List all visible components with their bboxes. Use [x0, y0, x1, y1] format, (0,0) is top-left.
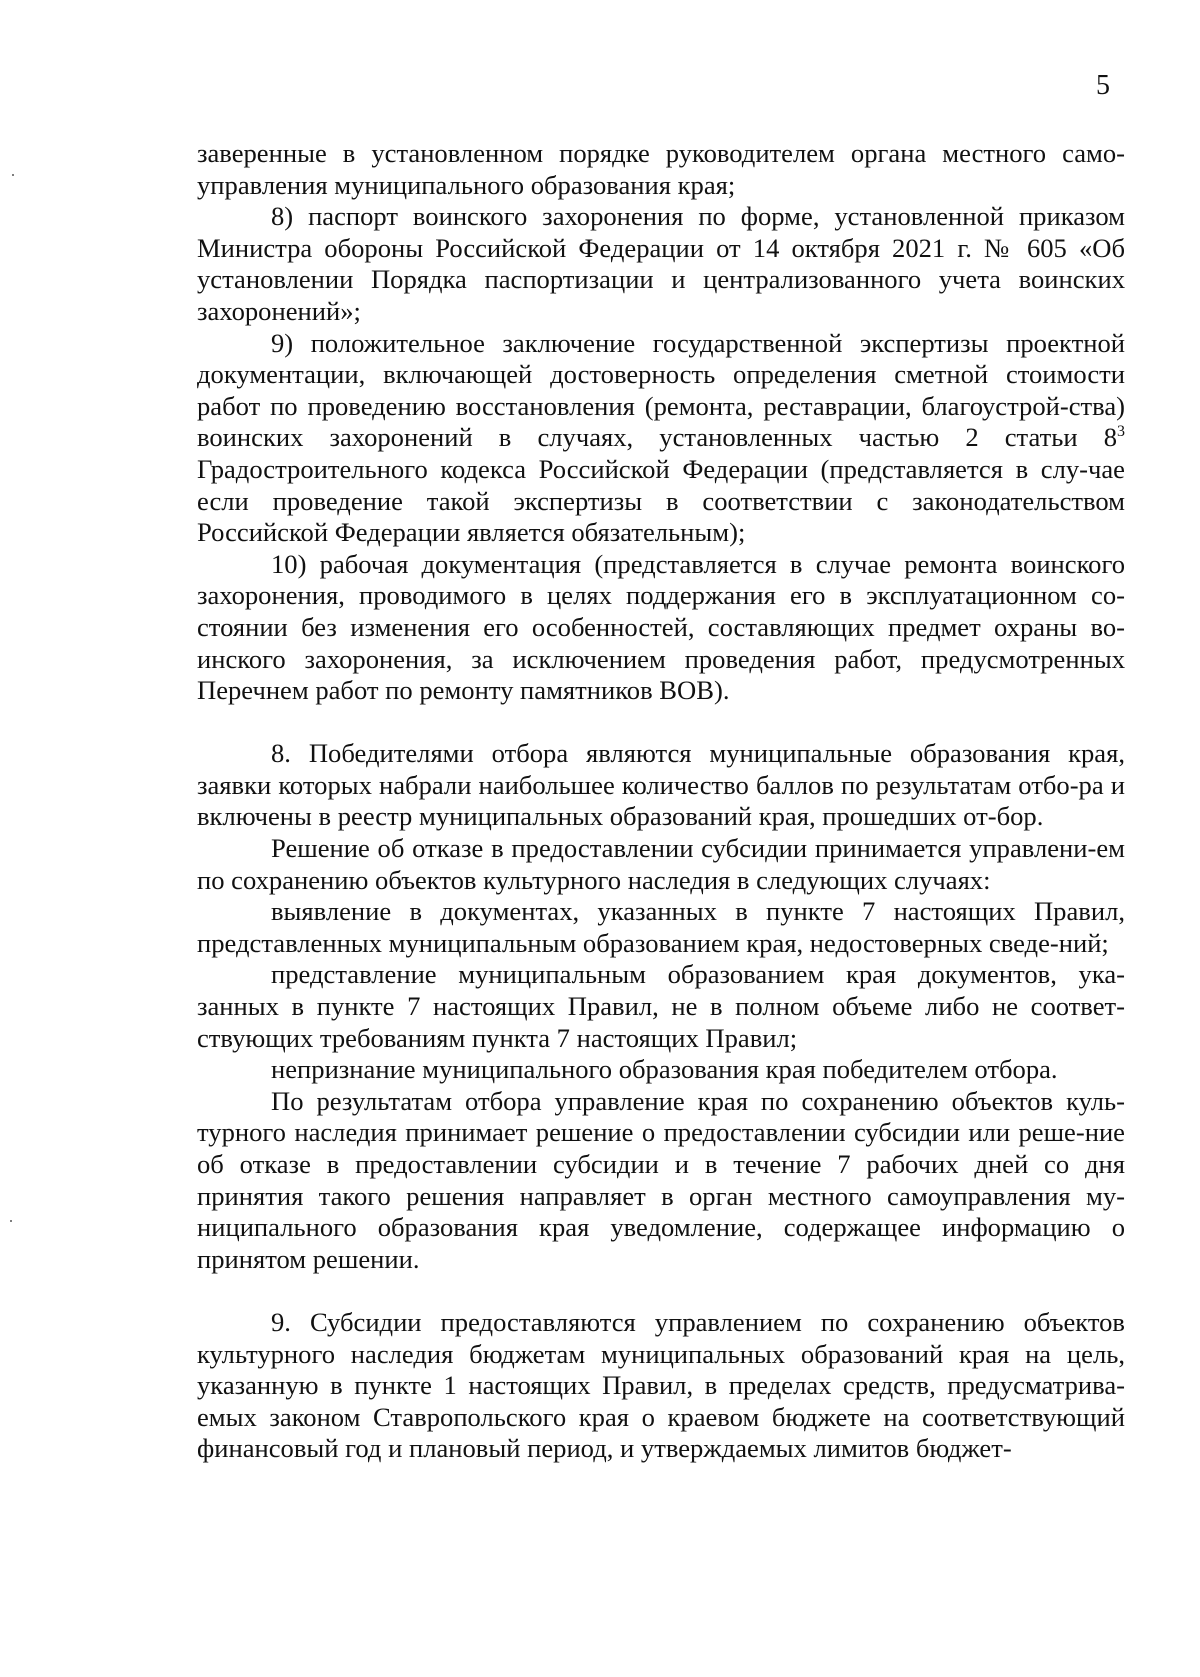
selection-results-paragraph: По результатам отбора управление края по сохранению объектов куль-турного наследия принимает решение о предоставлении субсидии или реше-ние об отказе в предоставлении субсидии и в течение 7 рабочих дней со дня принятия такого решения направляет в орган местного самоуправления му-ниципального образования края уведомление, содержащее информацию о принятом решении. — [197, 1085, 1125, 1274]
superscript: 3 — [1117, 423, 1125, 441]
refusal-case-1: выявление в документах, указанных в пункте 7 настоящих Правил, представленных муниципальным образованием края, недостоверных сведе-ний; — [197, 896, 1125, 958]
list-item-9-part-1: 9) положительное заключение государственной экспертизы проектной документации, включающей достоверность определения сметной стоимости работ по проведению восстановления (ремонта, реставрации, благоустрой-ства) воинских захоронений в случаях, установленных частью 2 статьи 8 — [197, 327, 1125, 453]
section-8: 8. Победителями отбора являются муниципальные образования края, заявки которых набрали наибольшее количество баллов по результатам отбо-ра и включены в реестр муниципальных образований края, прошедших от-бор. — [197, 738, 1125, 832]
refusal-case-3: непризнание муниципального образования края победителем отбора. — [271, 1054, 1058, 1085]
paragraph-continuation: заверенные в установленном порядке руководителем органа местного само-управления муниципального образования края; — [197, 138, 1125, 200]
scan-speck — [12, 174, 14, 176]
page-number: 5 — [1096, 70, 1110, 101]
list-item-9-part-2: Градостроительного кодекса Российской Федерации (представляется в слу-чае если проведение такой экспертизы в соответствии с законодательством Российской Федерации является обязательным); — [197, 453, 1125, 548]
scan-speck — [10, 1220, 12, 1222]
document-body — [197, 138, 1125, 1465]
list-item-9 — [197, 328, 1125, 549]
list-item-10: 10) рабочая документация (представляется в случае ремонта воинского захоронения, проводимого в целях поддержания его в эксплуатационном со-стоянии без изменения его особенностей, составляющих предмет охраны во-инского захоронения, за исключением проведения работ, предусмотренных Перечнем работ по ремонту памятников ВОВ). — [197, 548, 1125, 706]
refusal-decision-paragraph: Решение об отказе в предоставлении субсидии принимается управлени-ем по сохранению объектов культурного наследия в следующих случаях: — [197, 833, 1125, 895]
refusal-case-2: представление муниципальным образованием края документов, ука-занных в пункте 7 настоящих Правил, не в полном объеме либо не соответ-ствующих требованиям пункта 7 настоящих Правил; — [197, 959, 1125, 1053]
list-item-8: 8) паспорт воинского захоронения по форме, установленной приказом Министра обороны Российской Федерации от 14 октября 2021 г. № 605 «Об установлении Порядка паспортизации и централизованного учета воинских захоронений»; — [197, 201, 1125, 326]
section-9: 9. Субсидии предоставляются управлением по сохранению объектов культурного наследия бюджетам муниципальных образований края на цель, указанную в пункте 1 настоящих Правил, в пределах средств, предусматрива-емых законом Ставропольского края о краевом бюджете на соответствующий финансовый год и плановый период, и утверждаемых лимитов бюджет- — [197, 1306, 1125, 1464]
